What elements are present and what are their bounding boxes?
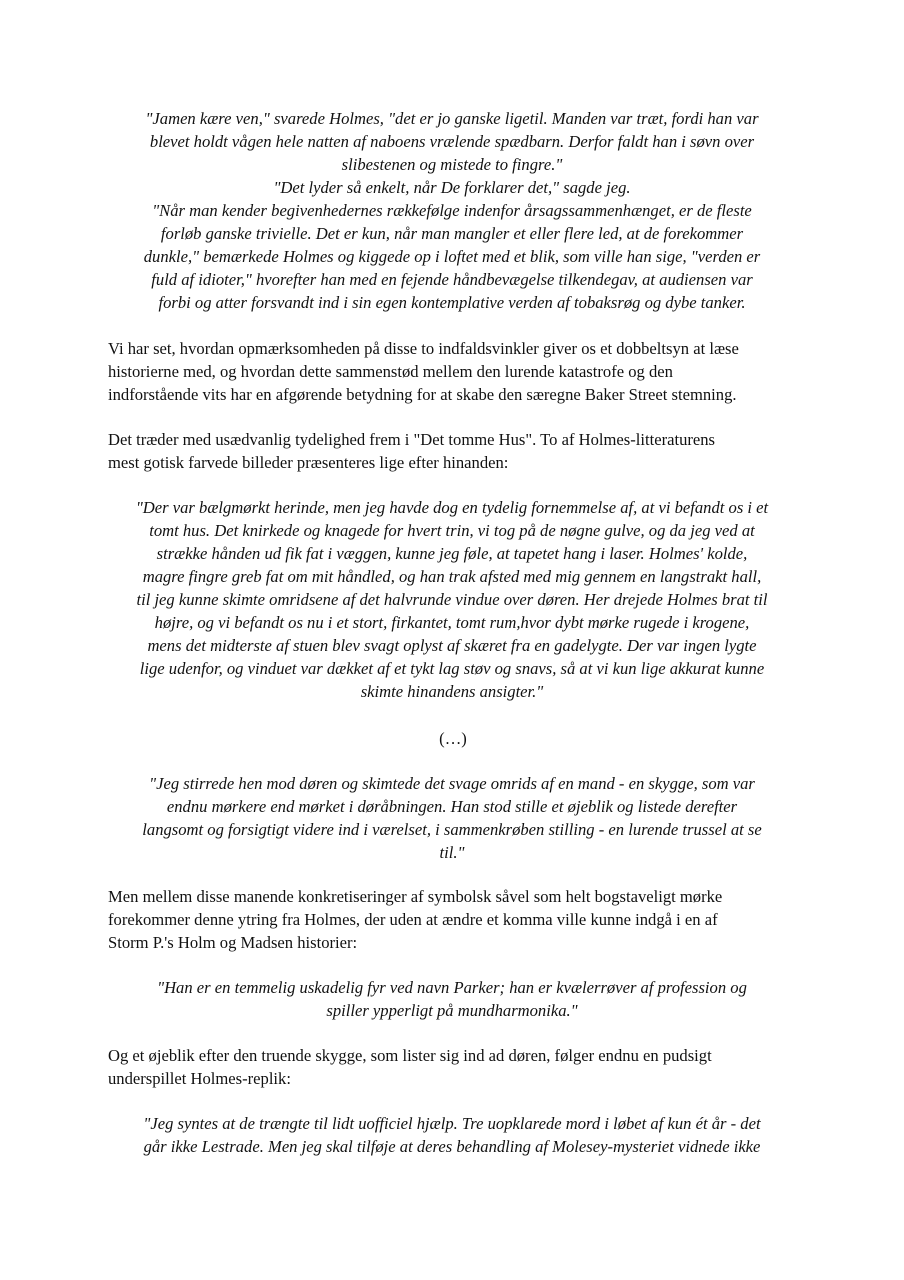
- text-line: strække hånden ud fik fat i væggen, kunne jeg føle, at tapetet hang i laser. Holmes' kolde,: [156, 544, 748, 563]
- text-line: tomt hus. Det knirkede og knagede for hvert trin, vi tog på de nøgne gulve, og da jeg ved at: [149, 521, 755, 540]
- quote-shadow-in-door: [112, 772, 792, 864]
- text-line: skimte hinandens ansigter.": [360, 682, 544, 701]
- text-line: forløb ganske trivielle. Det er kun, når man mangler et eller flere led, at de forekommer: [160, 224, 744, 243]
- text-line: højre, og vi befandt os nu i et stort, firkantet, tomt rum,hvor dybt mørke rugede i krogene,: [154, 613, 750, 632]
- text-line: forekommer denne ytring fra Holmes, der uden at ændre et komma ville kunne indgå i en af: [108, 910, 718, 929]
- paragraph-holmes-reply: [108, 1044, 798, 1090]
- text-line: Men mellem disse manende konkretiseringer af symbolsk såvel som helt bogstaveligt mørke: [108, 887, 723, 906]
- quote-holmes-explanation: [112, 107, 792, 314]
- text-line: "Jeg syntes at de trængte til lidt uofficiel hjælp. Tre uopklarede mord i løbet af kun ét år - det: [143, 1114, 761, 1133]
- text-line: Vi har set, hvordan opmærksomheden på disse to indfaldsvinkler giver os et dobbeltsyn at læse: [108, 339, 739, 358]
- text-line: "Jamen kære ven," svarede Holmes, "det er jo ganske ligetil. Manden var træt, fordi han var: [145, 109, 759, 128]
- text-line: langsomt og forsigtigt videre ind i værelset, i sammenkrøben stilling - en lurende trussel at se: [142, 820, 762, 839]
- text-line: magre fingre greb fat om mit håndled, og han trak afsted med mig gennem en langstrakt hall,: [142, 567, 762, 586]
- text-line: indforstående vits har en afgørende betydning for at skabe den særegne Baker Street stemning.: [108, 385, 737, 404]
- text-line: underspillet Holmes-replik:: [108, 1069, 291, 1088]
- text-line: spiller ypperligt på mundharmonika.": [326, 1001, 578, 1020]
- text-line: til jeg kunne skimte omridsene af det halvrunde vindue over døren. Her drejede Holmes brat til: [136, 590, 768, 609]
- text-line: historierne med, og hvordan dette sammenstød mellem den lurende katastrofe og den: [108, 362, 673, 381]
- text-line: slibestenen og mistede to fingre.": [341, 155, 563, 174]
- text-line: går ikke Lestrade. Men jeg skal tilføje at deres behandling af Molesey-mysteriet vidnede ikke: [143, 1137, 761, 1156]
- paragraph-double-vision: [108, 337, 798, 406]
- ellipsis-marker: [108, 727, 798, 750]
- text-line: "Der var bælgmørkt herinde, men jeg havde dog en tydelig fornemmelse af, at vi befandt os i et: [135, 498, 769, 517]
- text-line: dunkle," bemærkede Holmes og kiggede op i loftet med et blik, som ville han sige, "verden er: [143, 247, 761, 266]
- quote-lestrade: [112, 1112, 792, 1158]
- text-line: Storm P.'s Holm og Madsen historier:: [108, 933, 358, 952]
- text-line: forbi og atter forsvandt ind i sin egen kontemplative verden af tobaksrøg og dybe tanker.: [158, 293, 746, 312]
- text-line: mest gotisk farvede billeder præsenteres lige efter hinanden:: [108, 453, 509, 472]
- text-line: blevet holdt vågen hele natten af naboens vrælende spædbarn. Derfor faldt han i søvn over: [149, 132, 755, 151]
- text-line: Det træder med usædvanlig tydelighed frem i "Det tomme Hus". To af Holmes-litteraturens: [108, 430, 716, 449]
- text-line: Og et øjeblik efter den truende skygge, som lister sig ind ad døren, følger endnu en pudsigt: [108, 1046, 712, 1065]
- text-line: til.": [439, 843, 465, 862]
- quote-parker: [112, 976, 792, 1022]
- text-line: "Når man kender begivenhedernes rækkefølge indenfor årsagssammenhænget, er de fleste: [152, 201, 752, 220]
- text-line: lige udenfor, og vinduet var dækket af et tykt lag støv og snavs, så at vi kun lige akkurat kunne: [139, 659, 765, 678]
- paragraph-storm-p: [108, 885, 798, 954]
- text-line: (…): [439, 729, 467, 748]
- text-line: "Det lyder så enkelt, når De forklarer det," sagde jeg.: [273, 178, 631, 197]
- paragraph-empty-house: [108, 428, 798, 474]
- text-line: mens det midterste af stuen blev svagt oplyst af skæret fra en gadelygte. Der var ingen lygte: [147, 636, 757, 655]
- text-line: "Han er en temmelig uskadelig fyr ved navn Parker; han er kvælerrøver af profession og: [157, 978, 747, 997]
- quote-dark-house: [112, 496, 792, 703]
- text-line: "Jeg stirrede hen mod døren og skimtede det svage omrids af en mand - en skygge, som var: [149, 774, 755, 793]
- text-line: endnu mørkere end mørket i døråbningen. Han stod stille et øjeblik og listede derefter: [166, 797, 738, 816]
- text-line: fuld af idioter," hvorefter han med en fejende håndbevægelse tilkendegav, at audiensen var: [151, 270, 753, 289]
